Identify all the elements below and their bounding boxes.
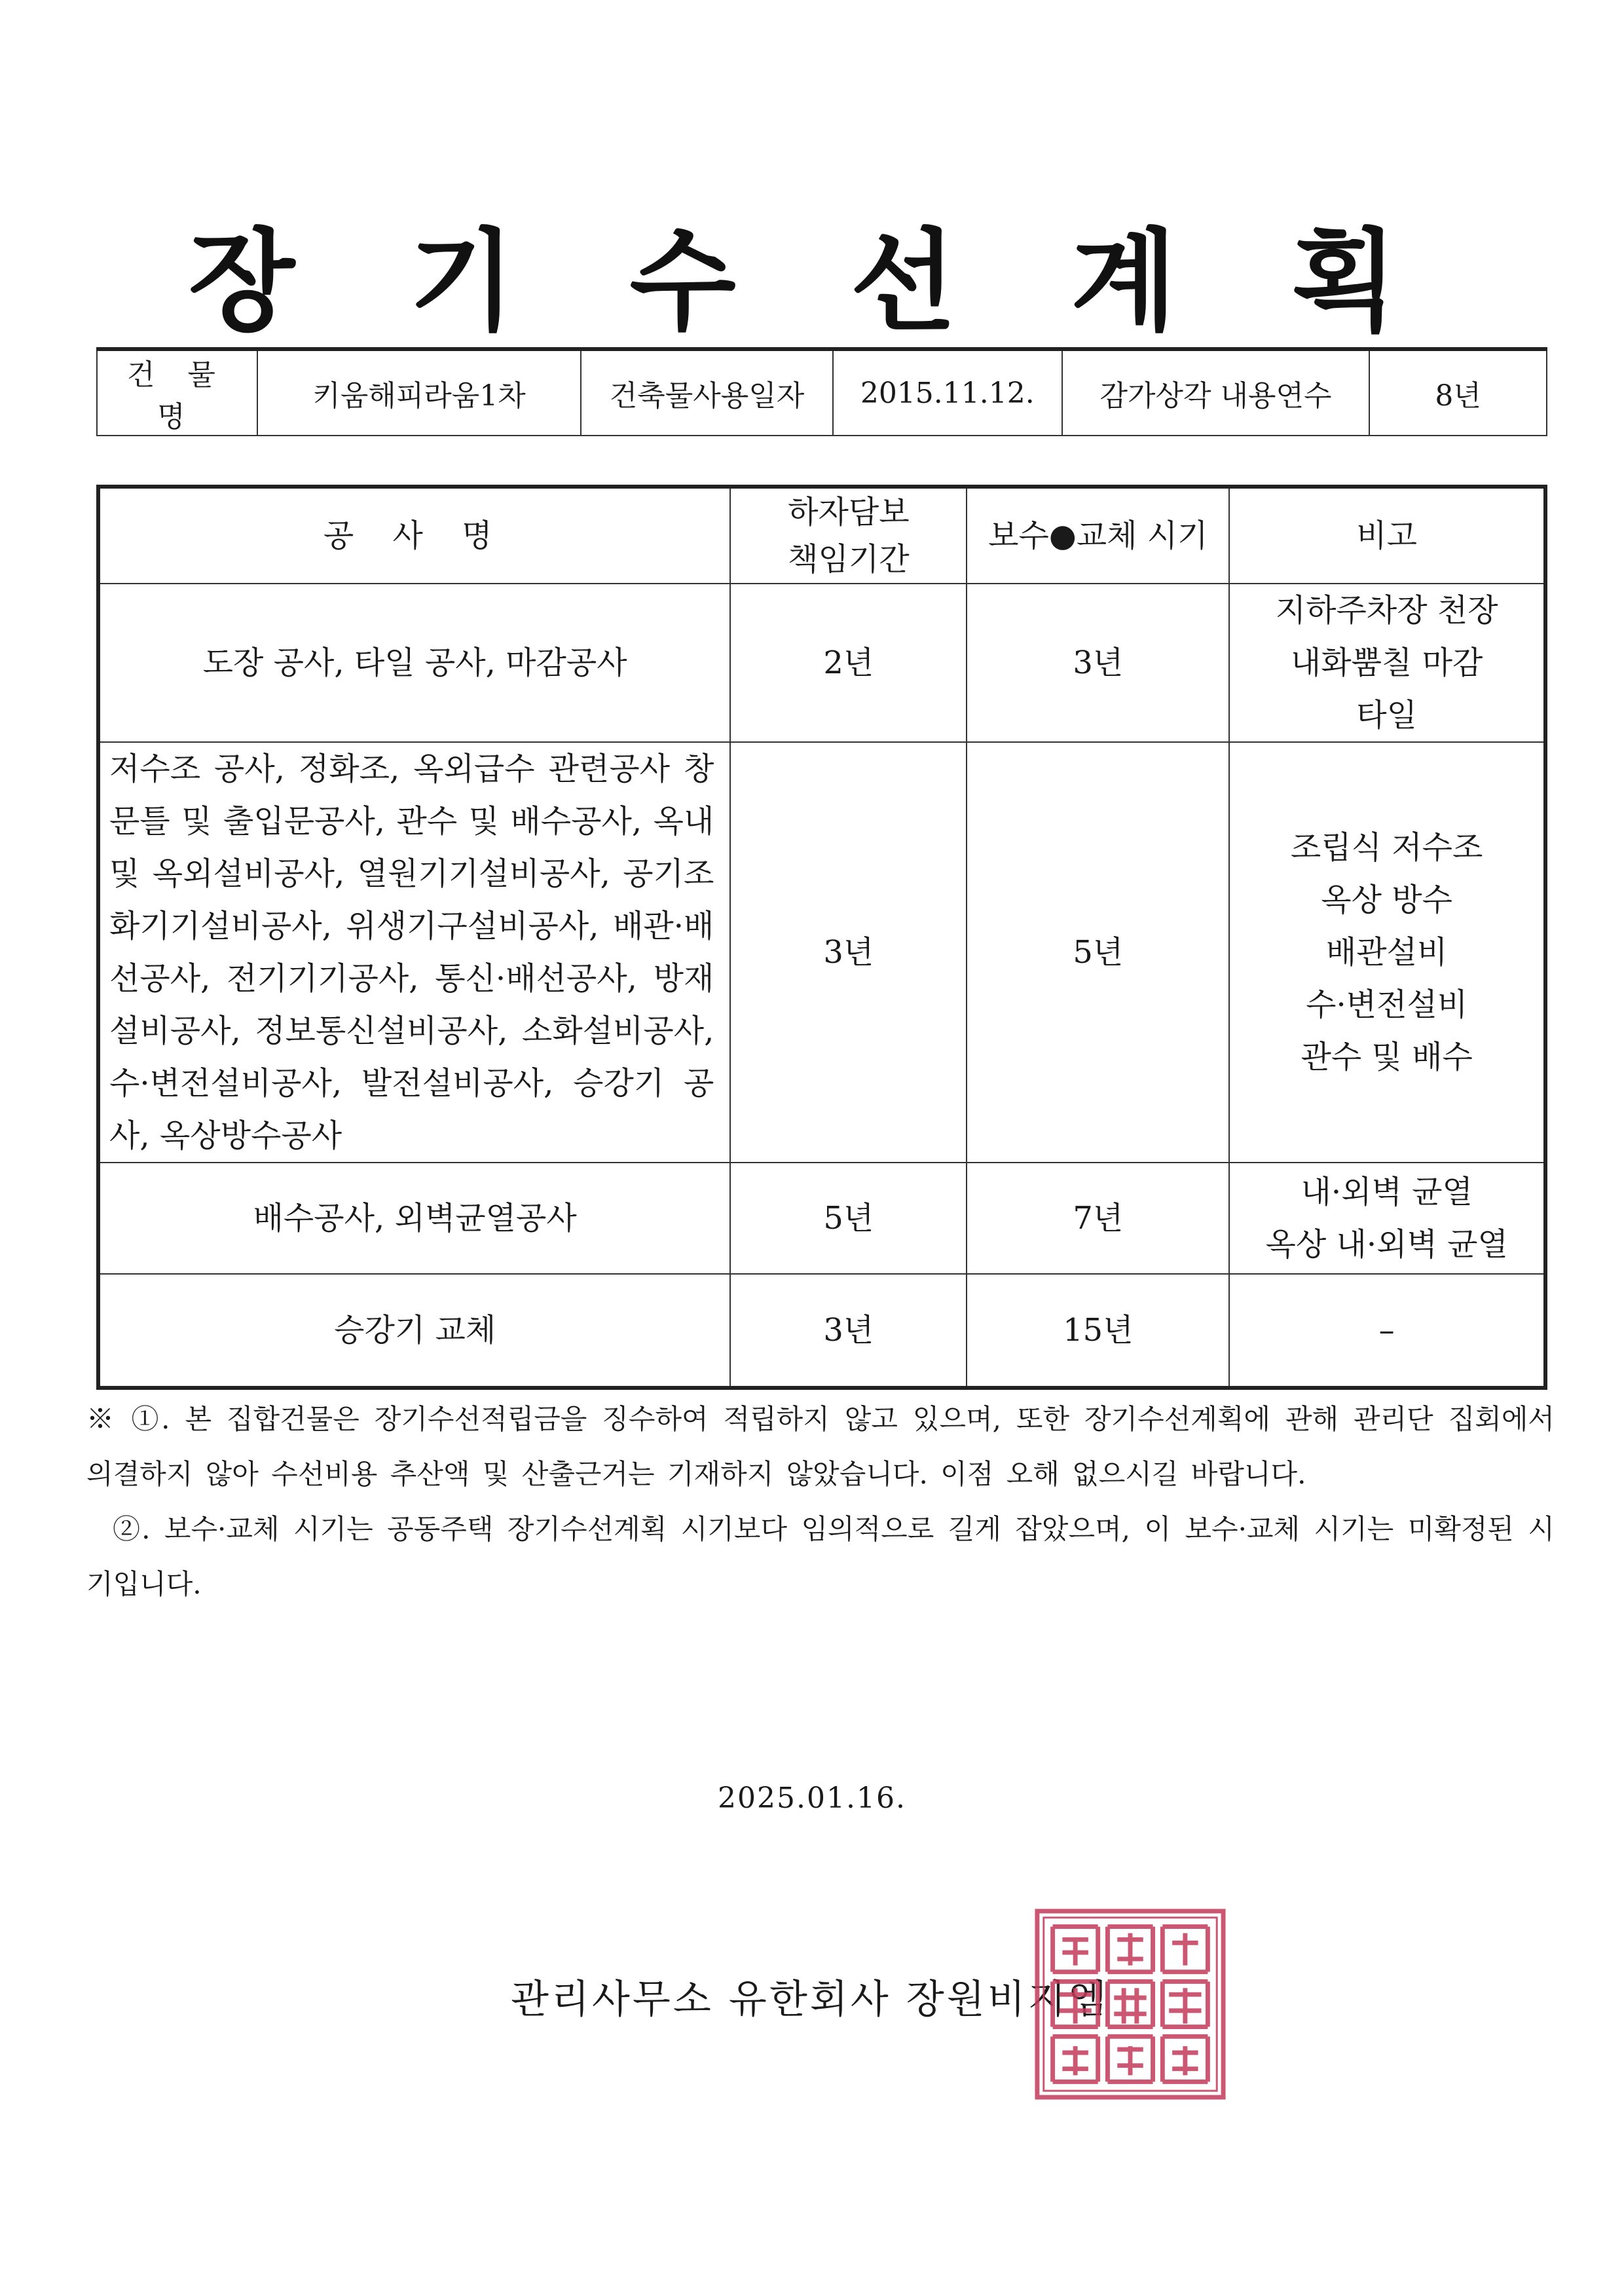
remarks-line: 타일 xyxy=(1356,697,1418,734)
work-cell: 저수조 공사, 정화조, 옥외급수 관련공사 창문틀 및 출입문공사, 관수 및 배수공사, 옥내 및 옥외설비공사, 열원기기설비공사, 공기조화기기설비공사, 위생기구설비공사, 배관·배선공사, 전기기기공사, 통신·배선공사, 방재설비공사, 정보통신설비공사, 소화설비공사, 수·변전설비공사, 발전설비공사, 승강기 공사, 옥상방수공사 xyxy=(98,742,730,1163)
remarks-line: 수·변전설비 xyxy=(1306,986,1468,1023)
header-remarks: 비고 xyxy=(1229,487,1545,584)
work-cell: 도장 공사, 타일 공사, 마감공사 xyxy=(98,584,730,742)
work-cell: 승강기 교체 xyxy=(98,1274,730,1388)
building-info-table xyxy=(96,347,1547,436)
warranty-cell: 5년 xyxy=(730,1163,967,1274)
cycle-cell: 7년 xyxy=(967,1163,1229,1274)
table-header-row xyxy=(98,487,1545,584)
remarks-cell xyxy=(1229,1163,1545,1274)
table-row xyxy=(98,584,1545,742)
header-warranty xyxy=(730,487,967,584)
cycle-cell: 15년 xyxy=(967,1274,1229,1388)
remarks-line: 내화뿜칠 마감 xyxy=(1290,644,1483,681)
cycle-cell: 3년 xyxy=(967,584,1229,742)
remarks-line: 조립식 저수조 xyxy=(1290,829,1483,866)
company-seal-icon xyxy=(1033,1907,1227,2101)
use-date-label: 건축물사용일자 xyxy=(581,349,833,436)
header-cycle: 보수●교체 시기 xyxy=(967,487,1229,584)
cycle-cell: 5년 xyxy=(967,742,1229,1163)
use-date-value: 2015.11.12. xyxy=(833,349,1062,436)
remarks-line: 관수 및 배수 xyxy=(1301,1039,1473,1075)
header-work: 공 사 명 xyxy=(98,487,730,584)
remarks-line: 배관설비 xyxy=(1325,934,1448,971)
document-date: 2025.01.16. xyxy=(718,1782,906,1815)
remarks-line: 지하주차장 천장 xyxy=(1275,592,1498,629)
building-name-label: 건 물 명 xyxy=(97,349,257,436)
remarks-cell xyxy=(1229,584,1545,742)
remarks-cell xyxy=(1229,742,1545,1163)
work-cell: 배수공사, 외벽균열공사 xyxy=(98,1163,730,1274)
warranty-cell: 3년 xyxy=(730,1274,967,1388)
note-1: ※ ①. 본 집합건물은 장기수선적립금을 징수하여 적립하지 않고 있으며, 또한 장기수선계획에 관해 관리단 집회에서 의결하지 않아 수선비용 추산액 및 산출근거는 기재하지 않았습니다. 이점 오해 없으시길 바랍니다. xyxy=(86,1403,1555,1490)
header-warranty-line: 하자담보 xyxy=(788,494,910,531)
warranty-cell: 2년 xyxy=(730,584,967,742)
building-info-row xyxy=(97,349,1547,436)
remarks-line: 옥상 방수 xyxy=(1321,882,1453,918)
repair-plan-table xyxy=(96,485,1547,1390)
table-row xyxy=(98,1163,1545,1274)
remarks-cell: – xyxy=(1229,1274,1545,1388)
warranty-cell: 3년 xyxy=(730,742,967,1163)
depreciation-label: 감가상각 내용연수 xyxy=(1062,349,1370,436)
header-warranty-line: 책임기간 xyxy=(788,541,910,578)
table-row xyxy=(98,742,1545,1163)
notes xyxy=(86,1392,1555,1612)
building-name-value: 키움해피라움1차 xyxy=(257,349,581,436)
page-title: 장 기 수 선 계 획 xyxy=(188,217,1436,346)
signature: 관리사무소 유한회사 장원비지엠 xyxy=(511,1977,1109,2023)
note-2: ②. 보수·교체 시기는 공동주택 장기수선계획 시기보다 임의적으로 길게 잡았으며, 이 보수·교체 시기는 미확정된 시기입니다. xyxy=(86,1513,1555,1600)
remarks-line: 옥상 내·외벽 균열 xyxy=(1265,1226,1508,1263)
depreciation-value: 8년 xyxy=(1369,349,1547,436)
table-row xyxy=(98,1274,1545,1388)
remarks-line: 내·외벽 균열 xyxy=(1301,1174,1473,1210)
